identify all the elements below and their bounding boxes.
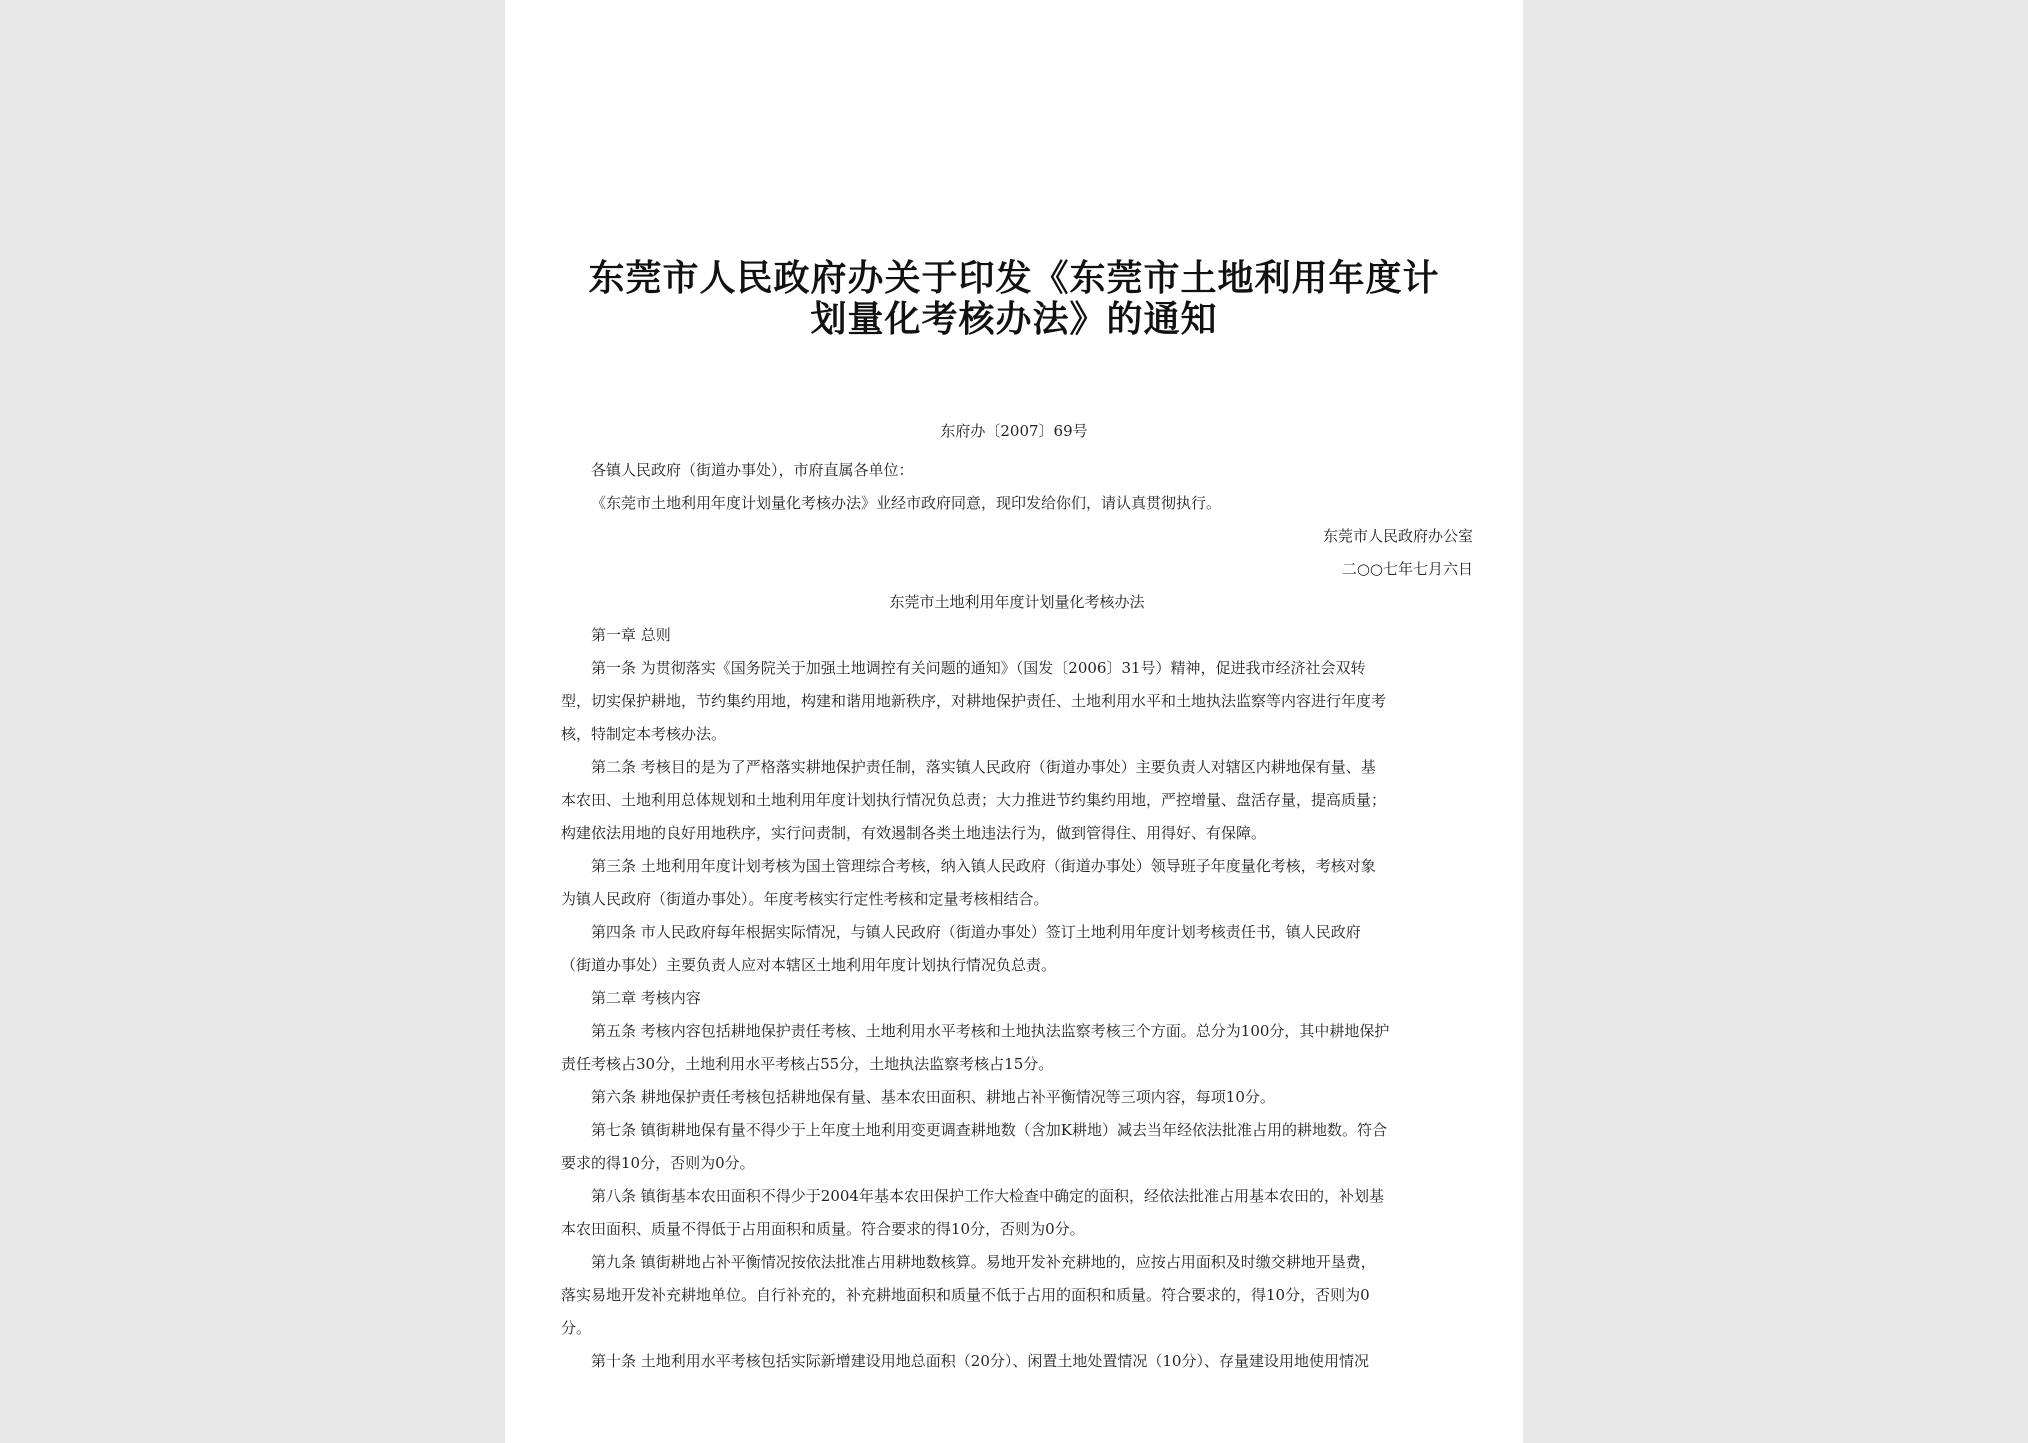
text-line: 第七条 镇街耕地保有量不得少于上年度土地利用变更调查耕地数（含加K耕地）减去当年经依法批准占用的耕地数。符合 (591, 1121, 1387, 1139)
document-page (505, 0, 1523, 1443)
text-line: 核，特制定本考核办法。 (561, 725, 727, 743)
text-line: 第二条 考核目的是为了严格落实耕地保护责任制，落实镇人民政府（街道办事处）主要负责人对辖区内耕地保有量、基 (591, 758, 1376, 776)
text-line: 构建依法用地的良好用地秩序，实行问责制，有效遏制各类土地违法行为，做到管得住、用得好、有保障。 (561, 824, 1267, 842)
text-line: 第一条 为贯彻落实《国务院关于加强土地调控有关问题的通知》（国发〔2006〕31号）精神，促进我市经济社会双转 (591, 659, 1366, 677)
text-line: 责任考核占30分，土地利用水平考核占55分，土地执法监察考核占15分。 (561, 1055, 1054, 1073)
chapter-heading: 第二章 考核内容 (591, 989, 701, 1007)
issue-date: 二○○七年七月六日 (1341, 560, 1473, 578)
title-line-1: 东莞市人民政府办关于印发《东莞市土地利用年度计 (588, 257, 1440, 299)
text-line: 落实易地开发补充耕地单位。自行补充的，补充耕地面积和质量不低于占用的面积和质量。符合要求的，得10分，否则为0 (561, 1286, 1370, 1304)
title-line-2: 划量化考核办法》的通知 (810, 298, 1218, 340)
intro-paragraph: 《东莞市土地利用年度计划量化考核办法》业经市政府同意，现印发给你们，请认真贯彻执行。 (591, 494, 1222, 512)
addressee: 各镇人民政府（街道办事处），市府直属各单位： (591, 461, 914, 479)
measures-subtitle: 东莞市土地利用年度计划量化考核办法 (889, 593, 1145, 611)
text-line: 型，切实保护耕地，节约集约用地，构建和谐用地新秩序，对耕地保护责任、土地利用水平和土地执法监察等内容进行年度考 (561, 692, 1387, 710)
text-line: 第六条 耕地保护责任考核包括耕地保有量、基本农田面积、耕地占补平衡情况等三项内容，每项10分。 (591, 1088, 1275, 1106)
text-line: 本农田面积、质量不得低于占用面积和质量。符合要求的得10分，否则为0分。 (561, 1220, 1085, 1238)
issuer: 东莞市人民政府办公室 (1322, 527, 1473, 545)
document-title (505, 258, 1523, 340)
text-line: 第八条 镇街基本农田面积不得少于2004年基本农田保护工作大检查中确定的面积，经依法批准占用基本农田的，补划基 (591, 1187, 1384, 1205)
text-line: 第五条 考核内容包括耕地保护责任考核、土地利用水平考核和土地执法监察考核三个方面。总分为100分，其中耕地保护 (591, 1022, 1390, 1040)
document-body (561, 454, 1473, 1378)
text-line: 第十条 土地利用水平考核包括实际新增建设用地总面积（20分）、闲置土地处置情况（10分）、存量建设用地使用情况 (591, 1352, 1369, 1370)
doc-number: 东府办〔2007〕69号 (940, 422, 1088, 440)
text-line: 要求的得10分，否则为0分。 (561, 1154, 755, 1172)
chapter-heading: 第一章 总则 (591, 626, 671, 644)
text-line: 第三条 土地利用年度计划考核为国土管理综合考核，纳入镇人民政府（街道办事处）领导班子年度量化考核，考核对象 (591, 857, 1376, 875)
text-line: 本农田、土地利用总体规划和土地利用年度计划执行情况负总责；大力推进节约集约用地，严控增量、盘活存量，提高质量； (561, 791, 1387, 809)
text-line: 分。 (561, 1319, 592, 1337)
text-line: （街道办事处）主要负责人应对本辖区土地利用年度计划执行情况负总责。 (561, 956, 1057, 974)
text-line: 第九条 镇街耕地占补平衡情况按依法批准占用耕地数核算。易地开发补充耕地的，应按占用面积及时缴交耕地开垦费， (591, 1253, 1376, 1271)
text-line: 为镇人民政府（街道办事处）。年度考核实行定性考核和定量考核相结合。 (561, 890, 1049, 908)
text-line: 第四条 市人民政府每年根据实际情况，与镇人民政府（街道办事处）签订土地利用年度计划考核责任书，镇人民政府 (591, 923, 1361, 941)
